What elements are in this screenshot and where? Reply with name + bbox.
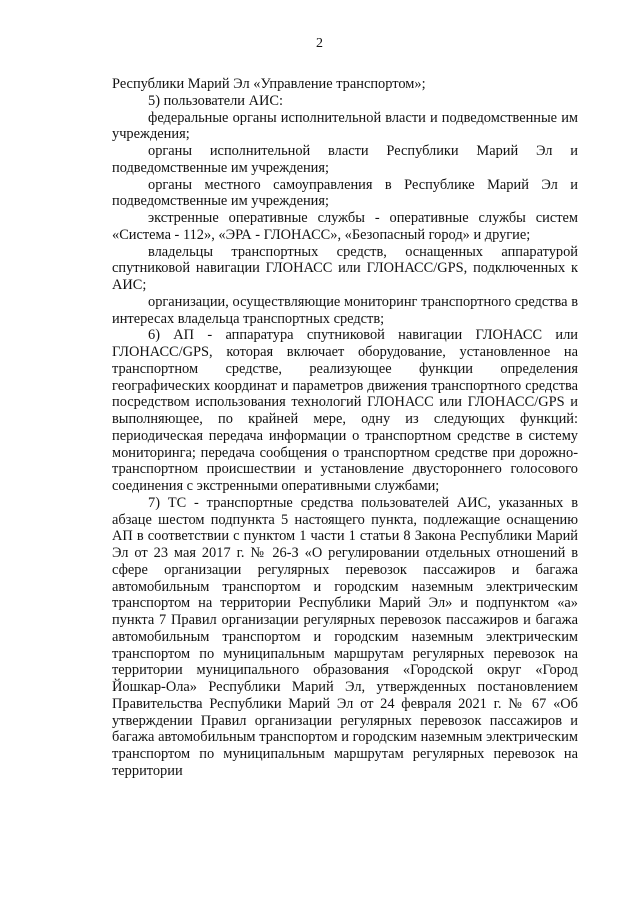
document-body	[112, 76, 578, 780]
paragraph: федеральные органы исполнительной власти и подведомственные им учреждения;	[112, 109, 578, 143]
paragraph: органы исполнительной власти Республики Марий Эл и подведомственные им учреждения;	[112, 143, 578, 176]
paragraph: 7) ТС - транспортные средства пользователей АИС, указанных в абзаце шестом подпункта 5 настоящего пункта, подлежащие оснащению АП в соответствии с пунктом 1 части 1 статьи 8 Закона Республики Марий Эл от 23 мая 2017 г. № 26-З «О регулировании отдельных отношений в сфере организации регулярных перевозок пассажиров и багажа автомобильным транспортом и городским наземным электрическим транспортом на территории Республики Марий Эл» и подпунктом «а» пункта 7 Правил организации регулярных перевозок пассажиров и багажа автомобильным транспортом и городским наземным электрическим транспортом по муниципальным маршрутам регулярных перевозок на территории муниципального образования «Городской округ «Город Йошкар-Ола» Республики Марий Эл, утвержденных постановлением Правительства Республики Марий Эл от 24 февраля 2021 г. № 67 «Об утверждении Правил организации регулярных перевозок пассажиров и багажа автомобильным транспортом и городским наземным электрическим транспортом по муниципальным маршрутам регулярных перевозок на территории	[112, 494, 578, 779]
paragraph: органы местного самоуправления в Республике Марий Эл и подведомственные им учреждения;	[112, 176, 578, 210]
page-number: 2	[316, 36, 323, 51]
paragraph: 6) АП - аппаратура спутниковой навигации ГЛОНАСС или ГЛОНАСС/GPS, которая включает оборудование, установленное на транспортном средстве, реализующее функции определения географических координат и параметров движения транспортного средства посредством использования технологий ГЛОНАСС или ГЛОНАСС/GPS и выполняющее, по крайней мере, одну из следующих функций: периодическая передача информации о транспортном средстве в систему мониторинга; передача сообщения о транспортном средстве при дорожно-транспортном происшествии и установление двустороннего голосового соединения с экстренными оперативными службами;	[112, 327, 578, 494]
paragraph: организации, осуществляющие мониторинг транспортного средства в интересах владельца транспортных средств;	[112, 293, 578, 327]
paragraph: владельцы транспортных средств, оснащенных аппаратурой спутниковой навигации ГЛОНАСС или ГЛОНАСС/GPS, подключенных к АИС;	[112, 243, 578, 293]
paragraph: 5) пользователи АИС:	[148, 92, 283, 109]
paragraph: Республики Марий Эл «Управление транспортом»;	[112, 76, 426, 92]
paragraph: экстренные оперативные службы - оперативные службы систем «Система - 112», «ЭРА - ГЛОНАСС», «Безопасный город» и другие;	[112, 210, 578, 243]
